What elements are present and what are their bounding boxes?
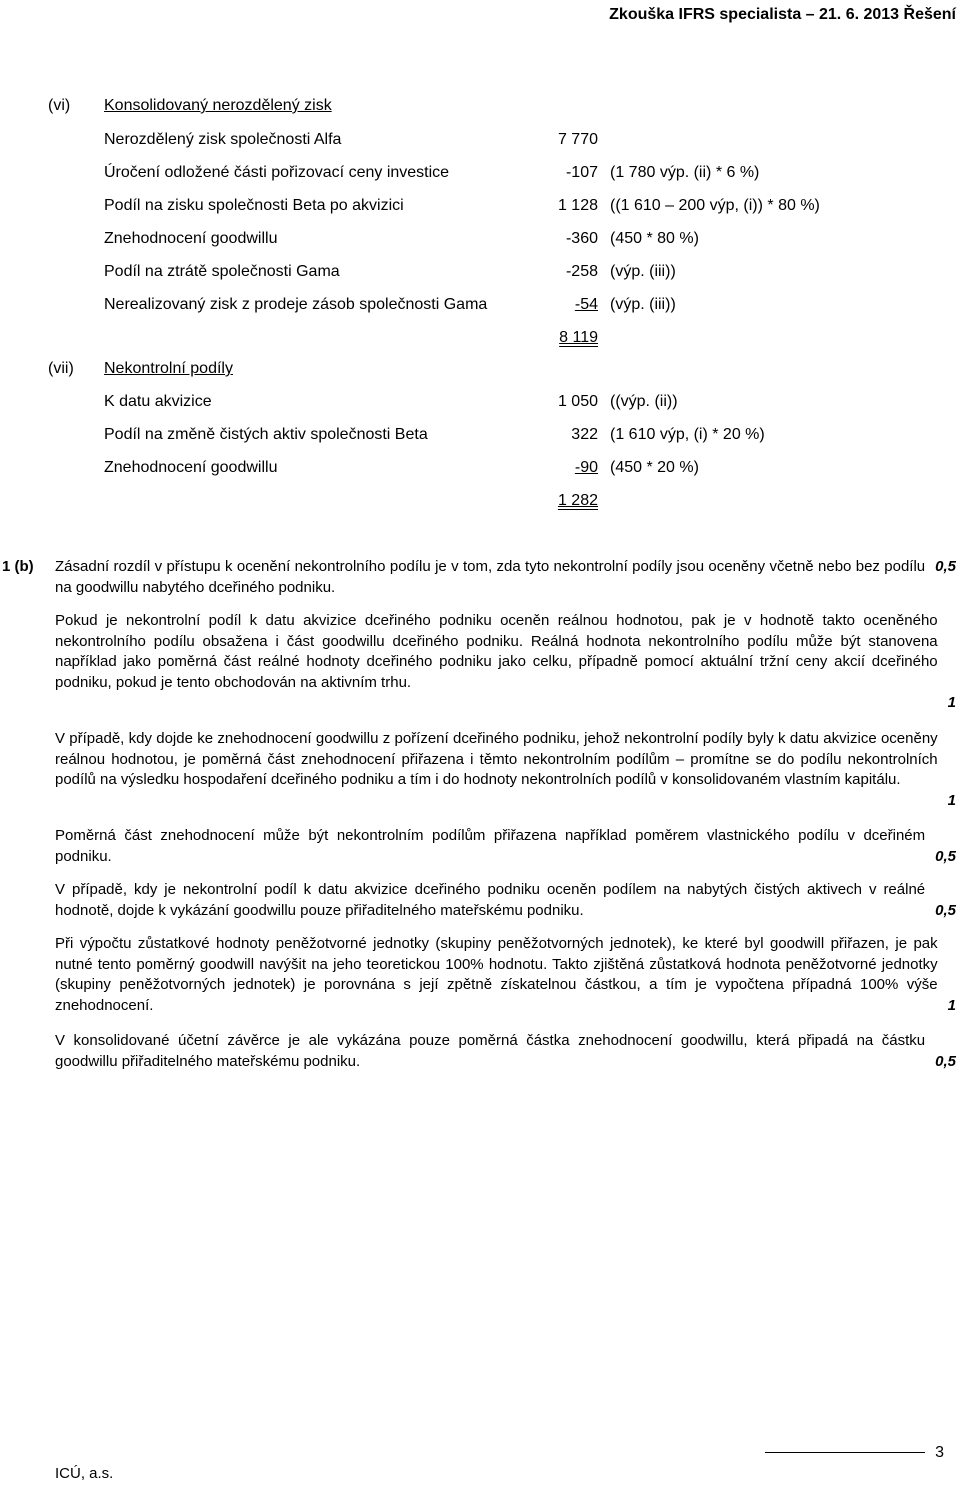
footer-divider: [765, 1452, 925, 1453]
table-row-value: -360: [565, 230, 598, 247]
score-badge: 0,5: [935, 558, 956, 575]
table-row-label: Znehodnocení goodwillu: [104, 230, 278, 247]
paragraph: [55, 729, 956, 812]
paragraph: [55, 826, 956, 868]
paragraph-text: V případě, kdy dojde ke znehodnocení goodwillu z pořízení dceřiného podniku, jehož nekontrolní podíly byly k datu akvizice oceněny reálnou hodnotou, je poměrná část znehodnocení přiřazena i těmto nekontrolním podílům – promítne se do podílu nekontrolních podílů na výsledku hospodaření dceřiného podniku a tím i do hodnoty nekontrolních podílů v konsolidovaném vlastním kapitálu.: [55, 730, 938, 788]
score-badge: 1: [947, 694, 956, 711]
table-row-note: (1 610 výp, (i) * 20 %): [610, 426, 765, 443]
paragraph-text: Pokud je nekontrolní podíl k datu akvizice dceřiného podniku oceněn reálnou hodnotou, pak je v hodnotě takto oceněného nekontrolního podílu obsažena i část goodwillu dceřiného podniku. Reálná hodnota nekontrolního podílu může být stanovena například jako poměrná část reálné hodnoty dceřiného podniku jako celku, případně pomocí aktuální tržní ceny akcií dceřiného podniku, pokud je tento obchodován na aktivním trhu.: [55, 612, 938, 691]
table-row-note: (450 * 80 %): [610, 230, 699, 247]
score-badge: 1: [947, 997, 956, 1014]
table-row-label: K datu akvizice: [104, 393, 212, 410]
section-vi-title: Konsolidovaný nerozdělený zisk: [104, 97, 332, 114]
score-badge: 0,5: [935, 848, 956, 865]
table-row-value: 1 050: [557, 393, 598, 410]
table-row-value: 1 128: [557, 197, 598, 214]
table-row-value: 322: [571, 426, 598, 443]
section-vii-total: 1 282: [557, 492, 598, 509]
score-badge: 1: [947, 792, 956, 809]
paragraph: [55, 557, 956, 598]
paragraph: [55, 1031, 956, 1073]
table-row-label: Nerealizovaný zisk z prodeje zásob společnosti Gama: [104, 296, 488, 313]
table-row-value: 7 770: [557, 131, 598, 148]
section-vii-label: (vii): [48, 360, 74, 377]
table-row-label: Nerozdělený zisk společnosti Alfa: [104, 131, 342, 148]
page-header-title: Zkouška IFRS specialista – 21. 6. 2013 Řešení: [609, 6, 956, 23]
table-row-value: -54: [574, 296, 598, 313]
page-number: 3: [935, 1444, 944, 1461]
table-row-label: Podíl na změně čistých aktiv společnosti Beta: [104, 426, 428, 443]
paragraph: [55, 934, 956, 1017]
section-vi-total: 8 119: [559, 329, 598, 346]
section-vii-title: Nekontrolní podíly: [104, 360, 233, 377]
table-row-note: ((výp. (ii)): [610, 393, 678, 410]
score-badge: 0,5: [935, 902, 956, 919]
table-row-label: Podíl na zisku společnosti Beta po akvizici: [104, 197, 404, 214]
score-badge: 0,5: [935, 1053, 956, 1070]
footer-company: ICÚ, a.s.: [55, 1465, 114, 1482]
table-row-note: (450 * 20 %): [610, 459, 699, 476]
table-row-label: Úročení odložené části pořizovací ceny investice: [104, 164, 450, 181]
paragraph: [55, 611, 956, 714]
table-row-note: (výp. (iii)): [610, 296, 676, 313]
paragraph-text: V případě, kdy je nekontrolní podíl k datu akvizice dceřiného podniku oceněn podílem na nabytých čistých aktivech v reálné hodnotě, dojde k vykázání goodwillu pouze přiřaditelného mateřskému podniku.: [55, 881, 926, 919]
paragraph-text: Při výpočtu zůstatkové hodnoty peněžotvorné jednotky (skupiny peněžotvorných jednotek), ke které byl goodwill přiřazen, je pak nutné tento poměrný goodwill navýšit na jeho teoretickou 100% hodnotu. Takto zjištěná zůstatková hodnota peněžotvorné jednotky (skupiny peněžotvorných jednotek) je porovnána s její zpětně získatelnou částkou, a tím je vypočtena případná 100% výše znehodnocení.: [55, 935, 938, 1014]
table-row-value: -107: [565, 164, 598, 181]
table-row-note: (1 780 výp. (ii) * 6 %): [610, 164, 760, 181]
section-vi-label: (vi): [48, 97, 71, 114]
paragraph: [55, 880, 956, 922]
part-b-label: 1 (b): [2, 558, 34, 575]
paragraph-text: Zásadní rozdíl v přístupu k ocenění nekontrolního podílu je v tom, zda tyto nekontrolní podíly jsou oceněny včetně nebo bez podílu na goodwillu nabytého dceřiného podniku.: [55, 558, 926, 596]
table-row-note: (výp. (iii)): [610, 263, 676, 280]
paragraph-text: V konsolidované účetní závěrce je ale vykázána pouze poměrná částka znehodnocení goodwillu, která připadá na částku goodwillu přiřaditelného mateřskému podniku.: [55, 1032, 926, 1070]
table-row-label: Podíl na ztrátě společnosti Gama: [104, 263, 340, 280]
paragraph-text: Poměrná část znehodnocení může být nekontrolním podílům přiřazena například poměrem vlastnického podílu v dceřiném podniku.: [55, 827, 926, 865]
table-row-label: Znehodnocení goodwillu: [104, 459, 278, 476]
table-row-note: ((1 610 – 200 výp, (i)) * 80 %): [610, 197, 820, 214]
table-row-value: -258: [565, 263, 598, 280]
table-row-value: -90: [574, 459, 598, 476]
